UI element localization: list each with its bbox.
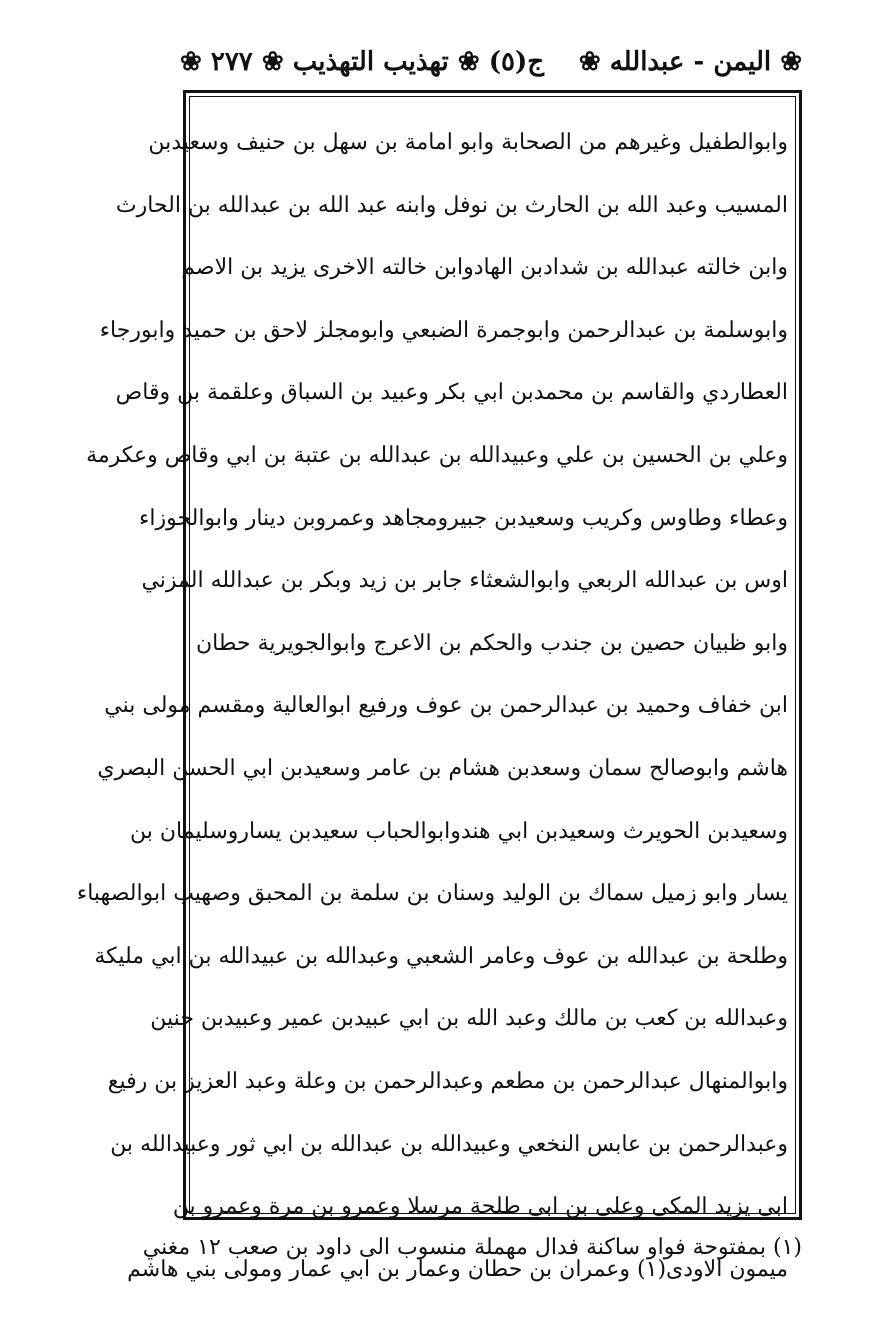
text-line: ابي يزيد المكي وعلي بن ابي طلحة مرسلا وعمرو بن مرة وعمرو بن <box>172 1194 788 1220</box>
text-line: العطاردي والقاسم بن محمدبن ابي بكر وعبيد بن السباق وعلقمة بن وقاص <box>115 380 788 406</box>
page-number: ٢٧٧ <box>210 47 253 77</box>
running-head-volume-title <box>180 47 544 77</box>
text-line: وطلحة بن عبدالله بن عوف وعامر الشعبي وعبدالله بن عبيدالله بن ابي مليكة <box>94 943 788 969</box>
page-header <box>180 38 802 86</box>
text-line: وعبدالله بن كعب بن مالك وعبد الله بن ابي عبيدبن عمير وعبيدبن حنين <box>150 1006 788 1032</box>
ornament-icon: ❀ <box>578 47 601 77</box>
footnote: (١) بمفتوحة فواو ساكنة فدال مهملة منسوب الى داود بن صعب ١٢ مغني <box>142 1235 802 1260</box>
text-line: وسعيدبن الحويرث وسعيدبن ابي هندوابوالحباب سعيدبن يساروسليمان بن <box>129 818 788 844</box>
text-line: وابو ظبيان حصين بن جندب والحكم بن الاعرج وابوالجويرية حطان <box>196 630 788 656</box>
ornament-icon: ❀ <box>261 47 284 77</box>
text-line: اوس بن عبدالله الربعي وابوالشعثاء جابر بن زيد وبكر بن عبدالله المزني <box>141 568 788 594</box>
text-line: يسار وابو زميل سماك بن الوليد وسنان بن سلمة بن المحبق وصهيب ابوالصهباء <box>76 881 788 907</box>
text-line: وابوالطفيل وغيرهم من الصحابة وابو امامة بن سهل بن حنيف وسعيدبن <box>148 130 788 155</box>
text-line: وعبدالرحمن بن عابس النخعي وعبيدالله بن عبدالله بن ابي ثور وعبيدالله بن <box>110 1131 788 1157</box>
text-line: وعطاء وطاوس وكريب وسعيدبن جبيرومجاهد وعمروبن دينار وابوالجوزاء <box>139 505 788 531</box>
ornament-icon: ❀ <box>180 47 202 77</box>
section-label: اليمن - عبدالله <box>609 47 772 77</box>
book-title: تهذيب التهذيب <box>292 47 449 77</box>
text-line: ابن خفاف وحميد بن عبدالرحمن بن عوف ورفيع ابوالعالية ومقسم مولى بني <box>104 693 788 719</box>
text-line: هاشم وابوصالح سمان وسعدبن هشام بن عامر وسعيدبن ابي الحسن البصري <box>97 755 788 781</box>
text-line: وابوسلمة بن عبدالرحمن وابوجمرة الضبعي وابومجلز لاحق بن حميد وابورجاء <box>99 317 788 343</box>
main-text <box>76 112 788 1301</box>
ornament-icon: ❀ <box>780 47 802 77</box>
text-line: المسيب وعبد الله بن الحارث بن نوفل وابنه عبد الله بن عبدالله بن الحارث <box>115 192 788 218</box>
ornament-icon: ❀ <box>457 47 480 77</box>
volume-label: ج(٥) <box>488 47 545 77</box>
text-line: وابوالمنهال عبدالرحمن بن مطعم وعبدالرحمن بن وعلة وعبد العزيز بن رفيع <box>107 1068 788 1094</box>
running-head-section <box>579 47 802 77</box>
text-line: وابن خالته عبدالله بن شدادبن الهادوابن خالته الاخرى يزيد بن الاصم <box>181 255 788 281</box>
text-line: وعلي بن الحسين بن علي وعبيدالله بن عبدالله بن عتبة بن ابي وقاص وعكرمة <box>86 442 788 468</box>
text-line: ميمون الاودى(١) وعمران بن حطان وعمار بن ابي عمار ومولى بني هاشم <box>127 1256 788 1282</box>
